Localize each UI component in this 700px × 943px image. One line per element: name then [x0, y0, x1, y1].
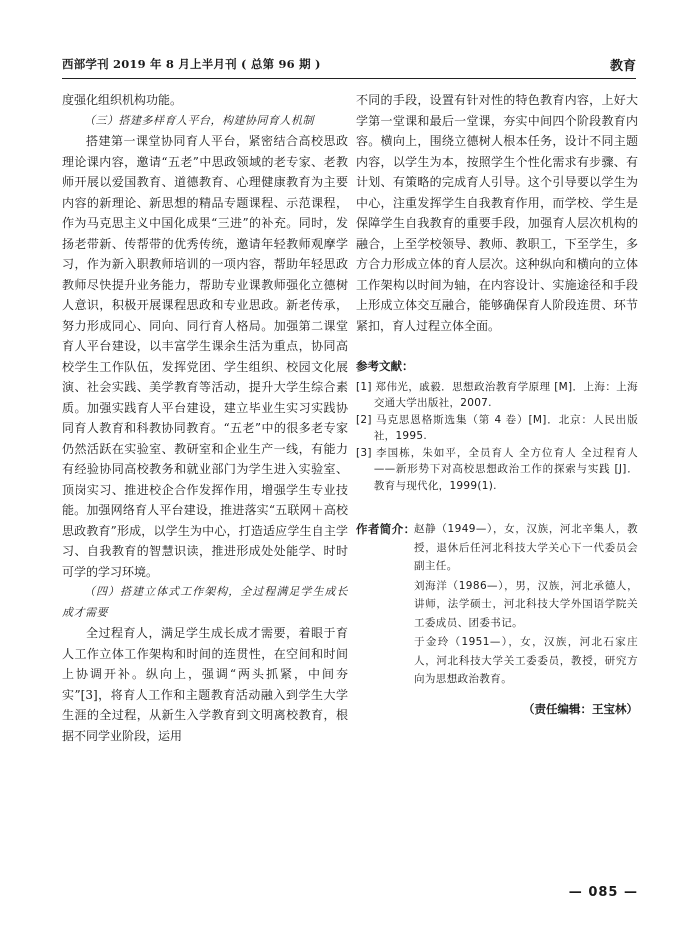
author-bio: 刘海洋（1986—），男，汉族，河北承德人，讲师，法学硕士，河北科技大学外国语学院关工委成员、团委书记。	[414, 579, 638, 629]
reference-item: [1] 郑伟光，戚毅．思想政治教育学原理 [M]．上海：上海交通大学出版社，2007.	[356, 380, 638, 409]
paragraph: 不同的手段，设置有针对性的特色教育内容，上好大学第一堂课和最后一堂课，夯实中间四个阶段教育内容。横向上，围绕立德树人根本任务，设计不同主题内容，以学生为本，按照学生个性化需求有步骤、有计划、有策略的完成育人引导。这个引导要以学生为中心，注重发挥学生自我教育作用，而学校、学生是保障学生自我教育的重要手段，加强育人层次机构的融合，上至学校领导、教师、教职工，下至学生，多方合力形成立体的育人层次。这种纵向和横向的立体工作架构以时间为轴，在内容设计、实施途径和手段上形成立体交互融合，能够确保育人阶段连贯、环节紧扣，育人过程立体全面。	[356, 93, 638, 333]
paragraph: 度强化组织机构功能。	[62, 93, 183, 107]
paragraph: 全过程育人，满足学生成长成才需要，着眼于育人工作立体工作架构和时间的连贯性，在空间和时间上协调开补。纵向上，强调“两头抓紧，中间夯实”[3]，将育人工作和主题教育活动融入到学生大学生涯的全过程，从新生入学教育到文明离校教育，根据不同学业阶段，运用	[62, 626, 348, 743]
references-title: 参考文献：	[356, 359, 414, 373]
author-bio: 赵静（1949—），女，汉族，河北辛集人，教授，退休后任河北科技大学关心下一代委员会副主任。	[414, 523, 638, 572]
section-label: 教育	[609, 59, 636, 74]
author-bio: 于金玲（1951—），女，汉族，河北石家庄人，河北科技大学关工委委员，教授，研究方向为思想政治教育。	[414, 636, 638, 685]
author-bios-label: 作者简介：	[356, 522, 416, 536]
header-divider	[62, 78, 636, 79]
reference-item: [2] 马克思恩格斯选集（第 4 卷）[M]．北京：人民出版社，1995.	[356, 413, 638, 442]
right-column	[356, 90, 638, 719]
page-number: — 085 —	[568, 885, 638, 900]
section-heading: （三）搭建多样育人平台，构建协同育人机制	[84, 113, 314, 127]
reference-item: [3] 李国栋，朱如平，全员育人 全方位育人 全过程育人——新形势下对高校思想政治工作的探索与实践 [J]．教育与现代化，1999(1).	[356, 446, 638, 492]
running-header	[62, 56, 636, 74]
journal-issue-info: 西部学刊 2019 年 8 月上半月刊 ( 总第 96 期 )	[62, 57, 321, 71]
section-heading: （四）搭建立体式工作架构，全过程满足学生成长成才需要	[62, 585, 348, 619]
left-column	[62, 90, 348, 746]
responsible-editor: （责任编辑：王宝林）	[523, 701, 638, 716]
author-bios	[356, 520, 638, 689]
paragraph: 搭建第一课堂协同育人平台，紧密结合高校思政理论课内容，邀请“五老”中思政领域的老专家、老教师开展以爱国教育、道德教育、心理健康教育为主要内容的新理论、新思想的精品专题课程、示范课程，作为马克思主义中国化成果“三进”的补充。同时，发扬老带新、传帮带的优秀传统，邀请年轻教师观摩学习，作为新入职教师培训的一项内容，帮助年轻思政教师尽快提升业务能力，帮助专业课教师强化立德树人意识，积极开展课程思政和专业思政。新老传承，努力形成同心、同向、同行育人格局。加强第二课堂育人平台建设，以丰富学生课余生活为重点，协同高校学生工作队伍，发挥党团、学生组织、校园文化展演、社会实践、美学教育等活动，提升大学生综合素质。加强实践育人平台建设，建立毕业生实习实践协同育人教育和科教协同教育。“五老”中的很多老专家仍然活跃在实验室、教研室和企业生产一线，有能力有经验协同高校教务和就业部门为学生进入实验室、顶岗实习、推进校企合作发挥作用，增强学生专业技能。加强网络育人平台建设，推进落实“五联网＋高校思政教育”形成，以学生为中心，打造适应学生自主学习、自我教育的智慧识读，推进形成处处能学、时时可学的学习环境。	[62, 134, 348, 579]
